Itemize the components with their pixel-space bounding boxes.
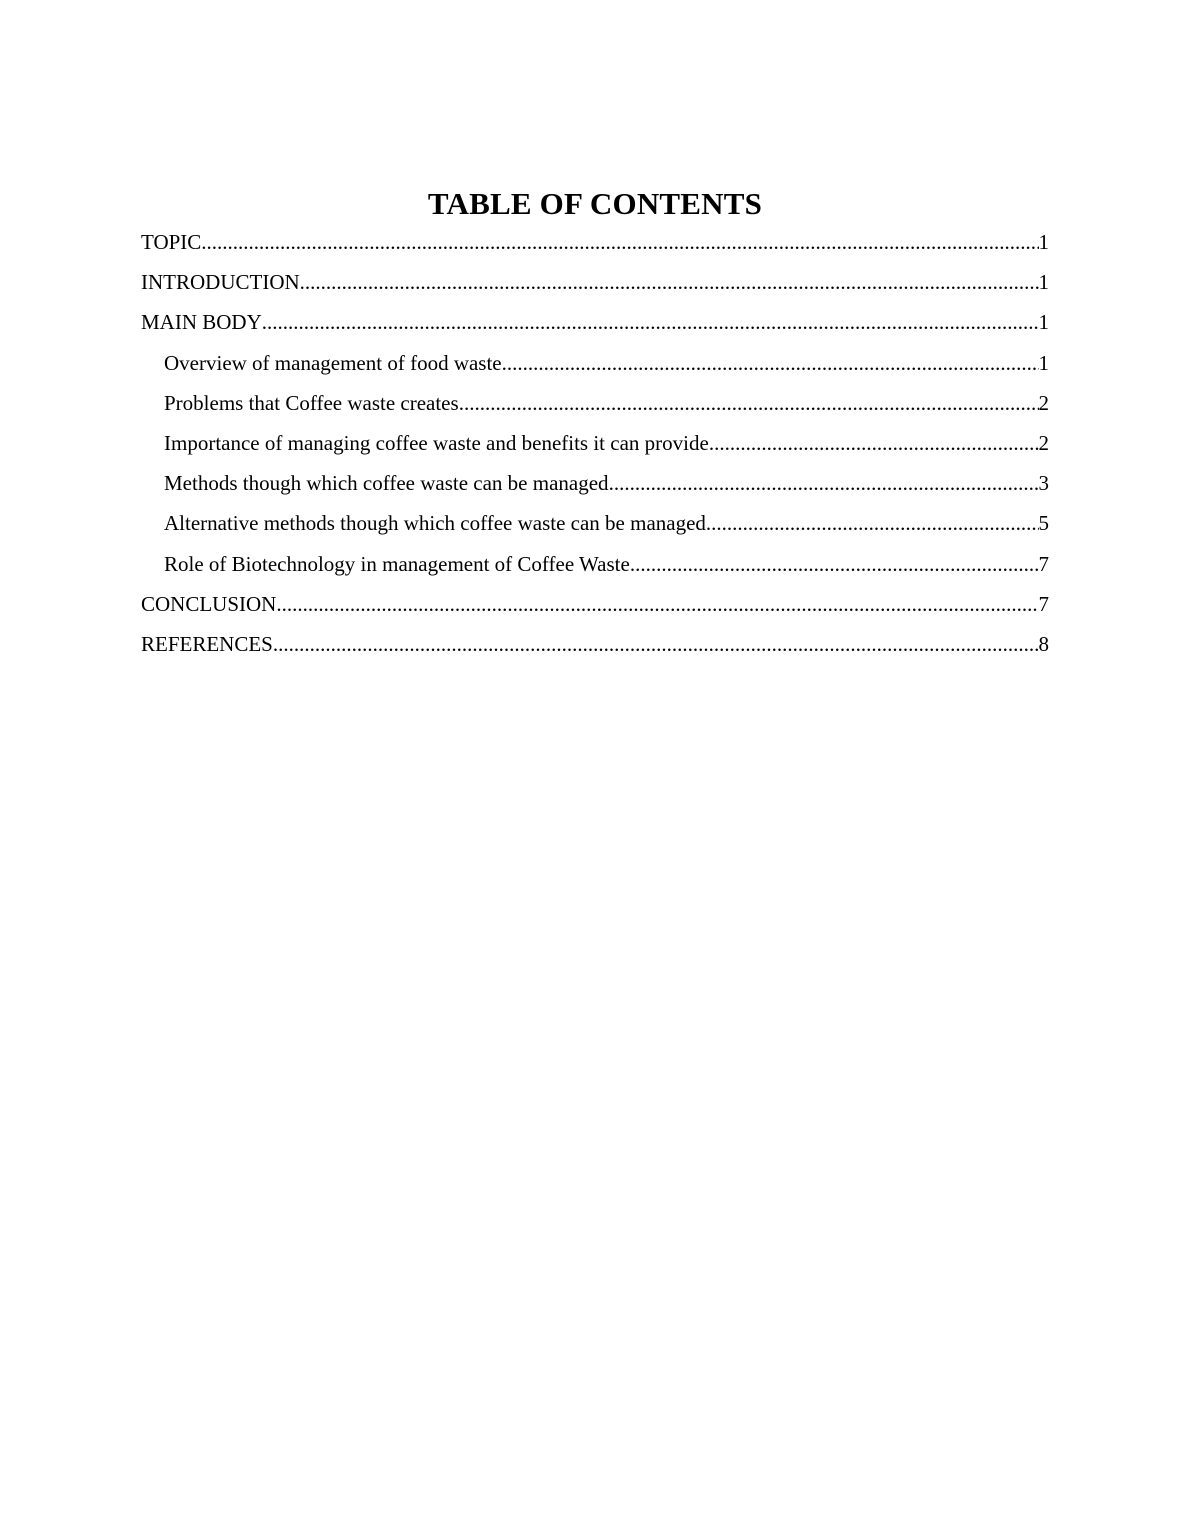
toc-entry-label: Importance of managing coffee waste and benefits it can provide bbox=[164, 430, 709, 455]
toc-entry-page-number: 8 bbox=[1038, 631, 1049, 656]
toc-entry-overview[interactable] bbox=[141, 343, 1049, 383]
toc-entry-main-body[interactable] bbox=[141, 302, 1049, 342]
toc-entry-page-number: 1 bbox=[1038, 350, 1049, 375]
toc-entry-page-number: 7 bbox=[1038, 551, 1049, 576]
toc-entry-label: Methods though which coffee waste can be managed bbox=[164, 471, 609, 496]
toc-entry-problems[interactable] bbox=[141, 383, 1049, 423]
toc-leader-dots bbox=[201, 222, 1038, 262]
toc-entry-importance[interactable] bbox=[141, 423, 1049, 463]
toc-entry-page-number: 1 bbox=[1038, 230, 1049, 254]
toc-list bbox=[141, 222, 1049, 664]
toc-leader-dots bbox=[706, 503, 1039, 543]
toc-entry-conclusion[interactable] bbox=[141, 584, 1049, 624]
toc-entry-page-number: 3 bbox=[1038, 471, 1049, 496]
toc-entry-page-number: 1 bbox=[1038, 270, 1049, 295]
toc-entry-biotechnology[interactable] bbox=[141, 544, 1049, 584]
toc-entry-introduction[interactable] bbox=[141, 262, 1049, 302]
toc-leader-dots bbox=[502, 343, 1039, 383]
toc-leader-dots bbox=[630, 544, 1039, 584]
toc-leader-dots bbox=[709, 423, 1039, 463]
toc-leader-dots bbox=[459, 383, 1039, 423]
toc-entry-page-number: 2 bbox=[1038, 390, 1049, 415]
toc-entry-page-number: 5 bbox=[1038, 511, 1049, 536]
toc-entry-label: REFERENCES bbox=[141, 631, 273, 656]
toc-entry-label: INTRODUCTION bbox=[141, 270, 300, 295]
toc-entry-label: CONCLUSION bbox=[141, 591, 277, 616]
toc-leader-dots bbox=[609, 463, 1039, 503]
toc-entry-page-number: 7 bbox=[1038, 591, 1049, 616]
toc-entry-label: Problems that Coffee waste creates bbox=[164, 390, 459, 415]
toc-heading: TABLE OF CONTENTS bbox=[427, 186, 763, 221]
toc-entry-label: Overview of management of food waste bbox=[164, 350, 502, 375]
toc-entry-alternative-methods[interactable] bbox=[141, 503, 1049, 543]
toc-entry-label: Alternative methods though which coffee waste can be managed bbox=[164, 511, 706, 536]
toc-entry-topic[interactable] bbox=[141, 222, 1049, 262]
toc-leader-dots bbox=[262, 302, 1039, 342]
toc-leader-dots bbox=[276, 584, 1038, 624]
toc-entry-references[interactable] bbox=[141, 624, 1049, 664]
toc-leader-dots bbox=[273, 624, 1039, 664]
toc-entry-page-number: 2 bbox=[1038, 430, 1049, 455]
toc-leader-dots bbox=[300, 262, 1039, 302]
toc-entry-label: Role of Biotechnology in management of Coffee Waste bbox=[164, 551, 630, 576]
toc-entry-page-number: 1 bbox=[1038, 310, 1049, 335]
toc-entry-label: TOPIC bbox=[141, 230, 202, 254]
toc-entry-label: MAIN BODY bbox=[141, 310, 262, 335]
toc-entry-methods[interactable] bbox=[141, 463, 1049, 503]
